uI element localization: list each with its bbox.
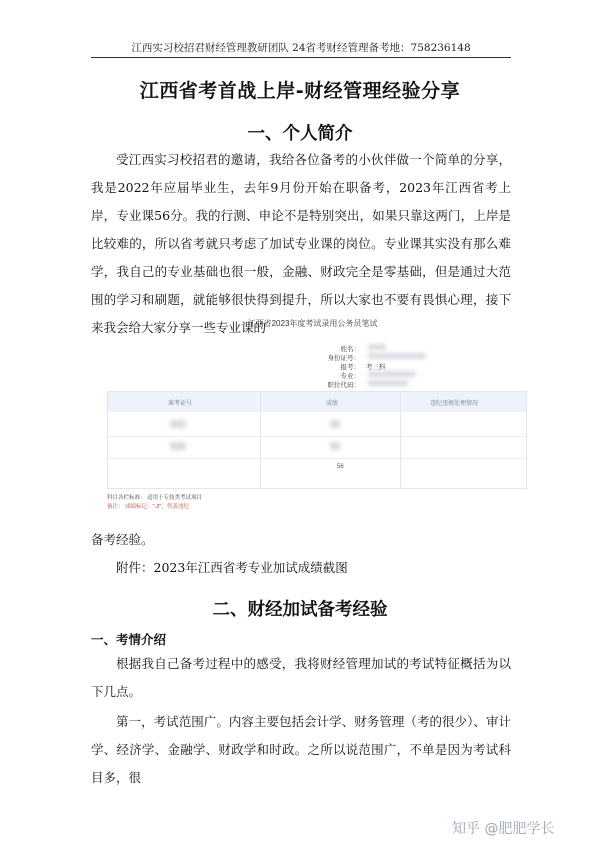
redacted-score	[330, 420, 340, 428]
document-title: 江西省考首战上岸-财经管理经验分享	[139, 80, 461, 102]
subheading-exam-intro: 一、考情介绍	[91, 632, 167, 647]
intro-paragraph: 受江西实习校招君的邀请，我给各位备考的小伙伴做一个简单的分享，我是2022年应届毕业生，去年9月份开始在职备考，2023年江西省考上岸，专业课56分。我的行测、申论不是特别突出，如果只靠这两门，上岸是比较难的，所以省考就只考虑了加试专业课的岗位。专业课其实没有那么难学，我自己的专业基础也很一般，金融、财政完全是零基础，但是通过大范围的学习和刷题，就能够很快得到提升，所以大家也不要有畏惧心理，接下来我会给大家分享一些专业课的	[91, 152, 511, 335]
section-heading-intro: 一、个人简介	[247, 124, 353, 144]
score-screenshot	[100, 318, 525, 518]
attachment-caption: 附件：2023年江西省考专业加试成绩截图	[116, 560, 348, 575]
row-divider	[108, 436, 526, 437]
info-row-position: 职位代码：	[327, 382, 360, 389]
redacted-ticket	[170, 420, 186, 428]
th-violation: 违纪违规处理情况	[430, 401, 479, 407]
th-score: 成绩	[326, 401, 339, 407]
zhihu-watermark: 知乎 @肥肥学长	[452, 821, 555, 837]
screenshot-remark: 备注： 成绩标记："-2"，代表违纪	[107, 504, 189, 510]
exam-intro-paragraph: 根据我自己备考过程中的感受，我将财经管理加试的考试特征概括为以下几点。	[91, 656, 511, 699]
header-divider	[91, 57, 511, 58]
exam-scope-paragraph: 第一，考试范围广。内容主要包括会计学、财务管理（考的很少）、审计学、经济学、金融学、财政学和时政。之所以说范围广，不单是因为考试科目多，很	[91, 714, 511, 785]
screenshot-note: 科目各栏标准： 适用于专技类考试项目	[107, 495, 203, 501]
col-divider	[260, 392, 261, 488]
screenshot-title: 江西省2023年度考试录用公务员笔试	[247, 319, 378, 328]
redacted-id	[368, 353, 426, 359]
section-heading-experience: 二、财经加试备考经验	[212, 600, 388, 620]
redacted-position	[368, 380, 408, 386]
redacted-score	[330, 442, 340, 450]
redacted-ticket	[170, 442, 186, 450]
redacted-name	[368, 344, 386, 350]
info-row-exam: 报考： 考三科	[340, 364, 386, 371]
score-table	[107, 391, 527, 489]
col-divider	[400, 392, 401, 488]
page-header: 江西实习校招君财经管理教研团队 24省考财经管理备考地：758236148	[131, 42, 471, 54]
redacted-major	[368, 371, 416, 377]
score-value: 56	[337, 464, 344, 470]
info-row-major: 专业：	[340, 373, 360, 380]
row-divider	[108, 458, 526, 459]
info-row-id: 身份证号：	[327, 355, 360, 362]
th-ticket: 准考证号	[168, 401, 193, 407]
info-row-name: 姓名：	[340, 346, 360, 353]
intro-paragraph-end: 备考经验。	[91, 532, 154, 547]
